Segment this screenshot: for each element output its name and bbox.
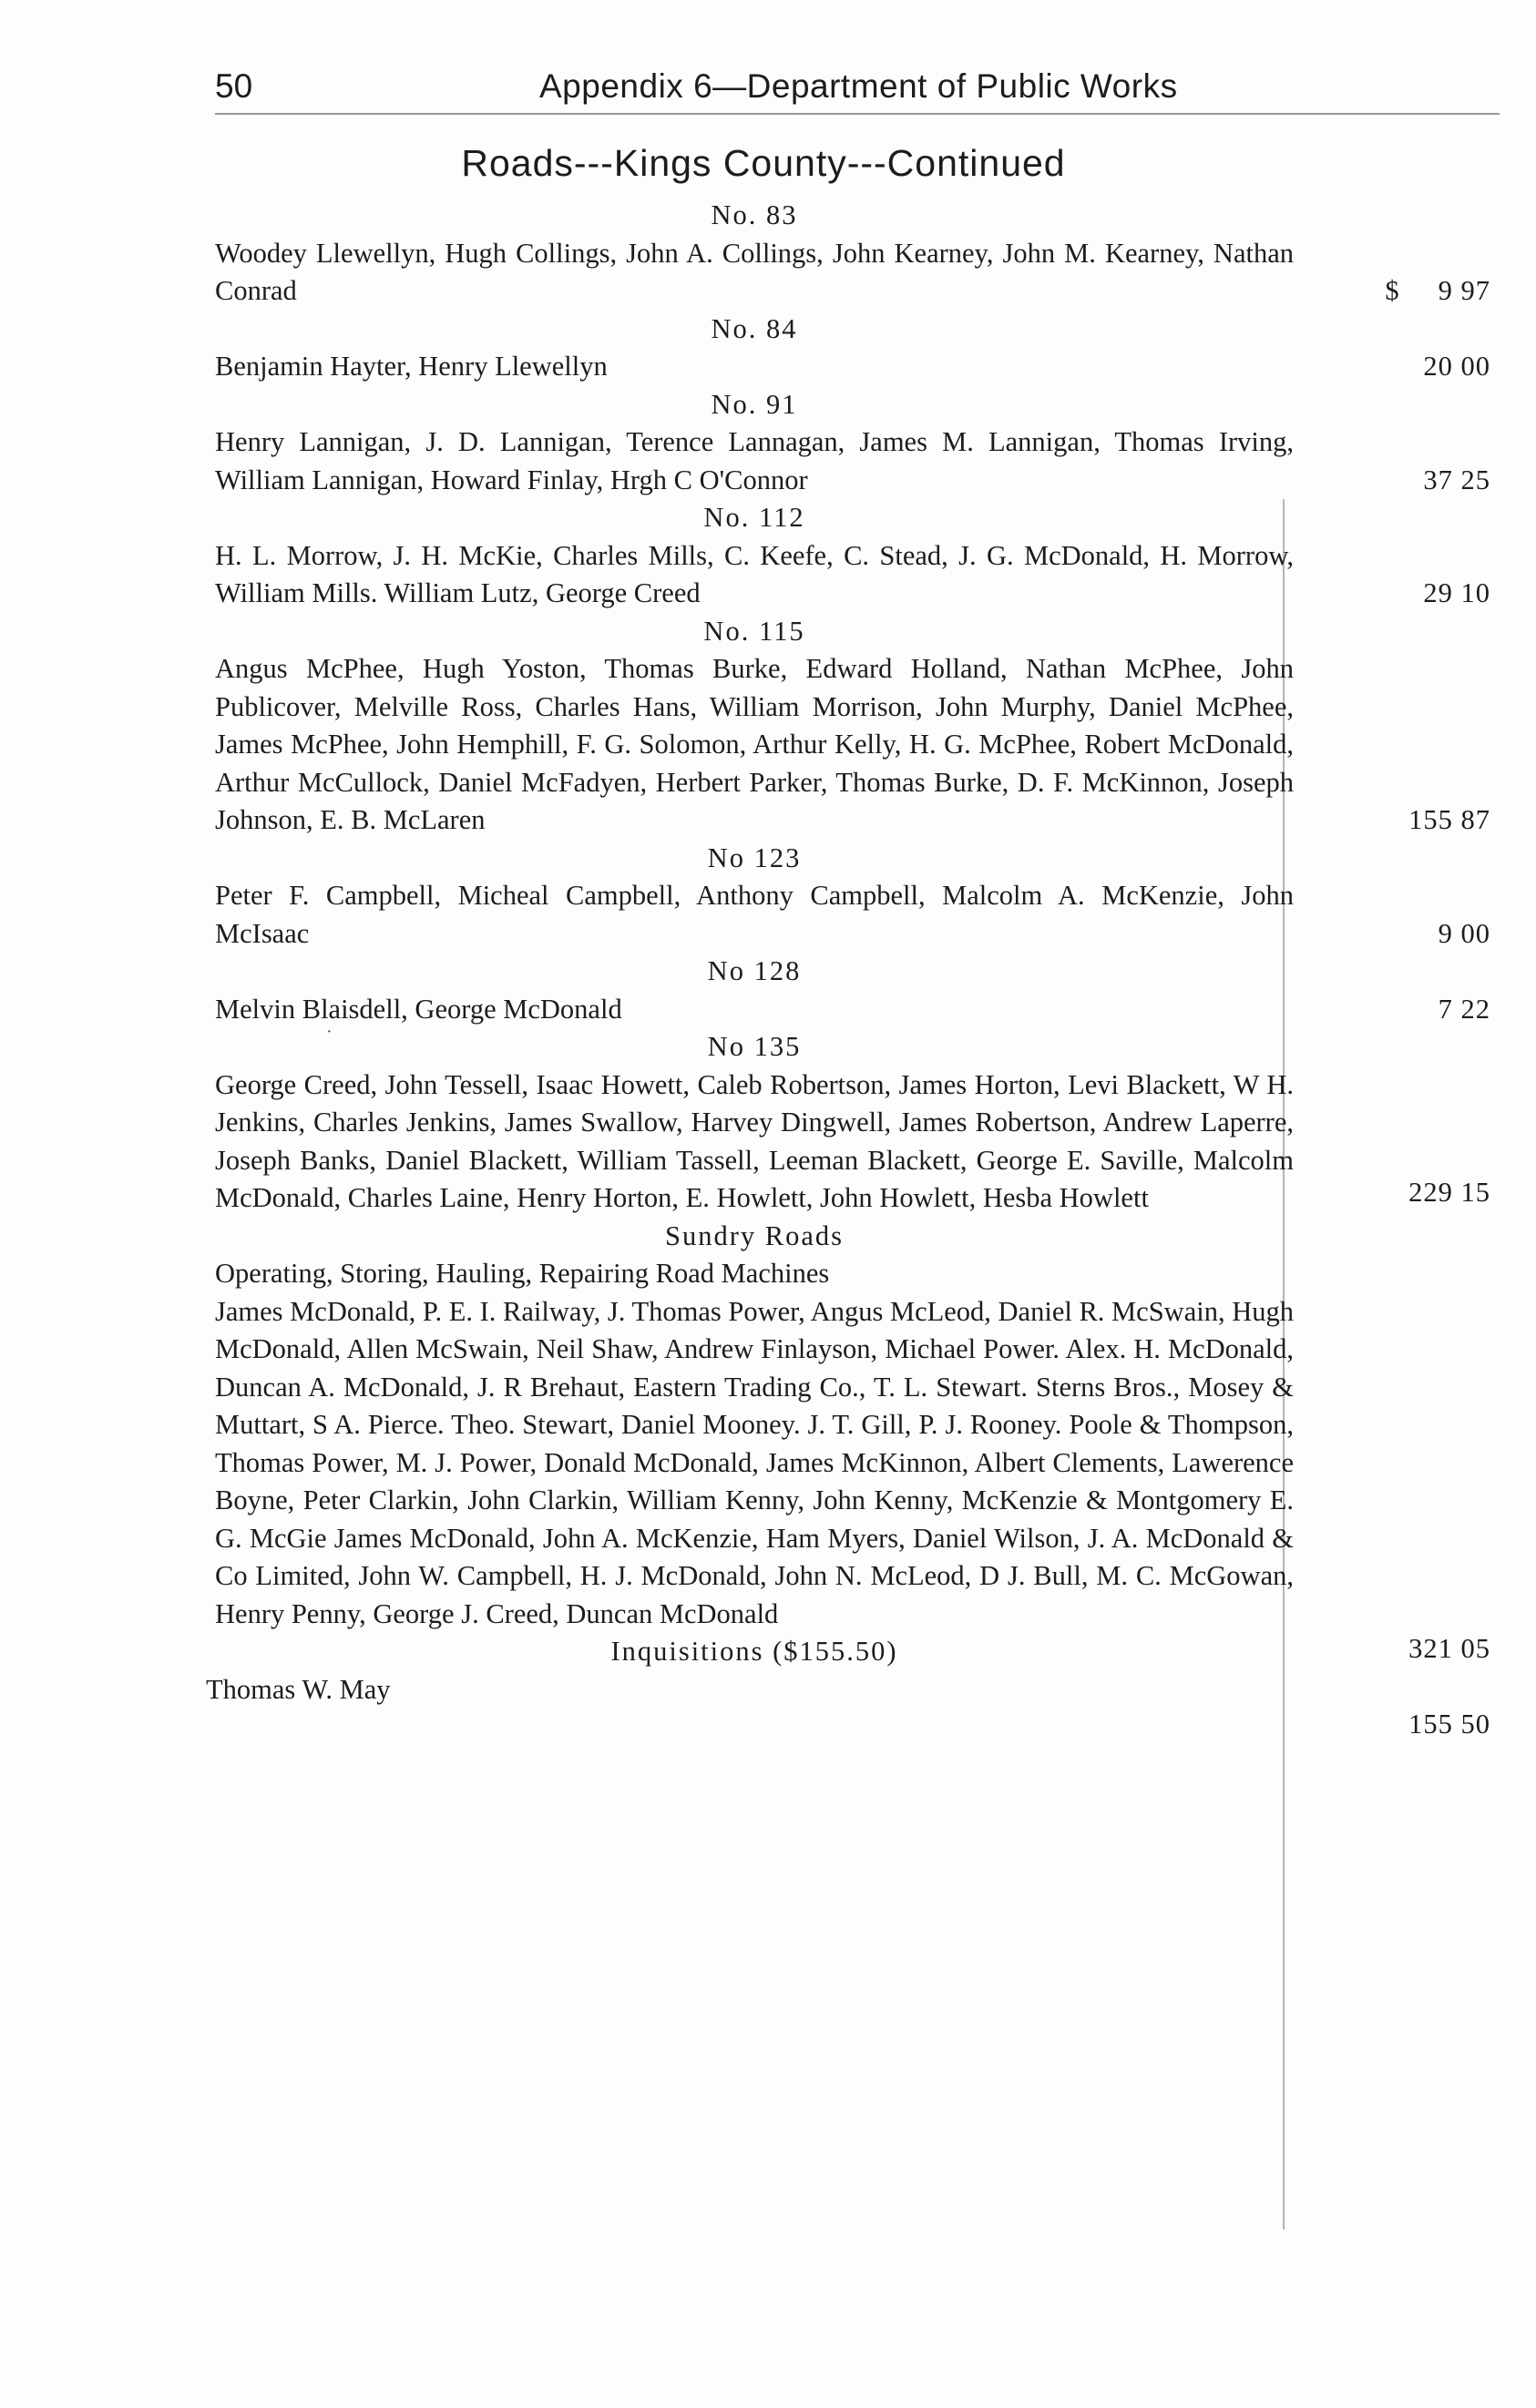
entry-amount-value: 9 97	[1438, 275, 1490, 306]
entry-block	[215, 650, 1490, 840]
entry-heading: No. 112	[703, 502, 805, 533]
sundry-amount: 321 05	[1408, 1632, 1490, 1664]
entry-heading: No. 84	[711, 312, 798, 344]
entry-amount: 229 15	[1408, 1177, 1490, 1208]
entry-names: H. L. Morrow, J. H. McKie, Charles Mills, C. Keefe, C. Stead, J. G. McDonald, H. Morrow, William Mills. William Lutz, George Creed	[215, 539, 1294, 608]
entry-amount: 20 00	[1423, 351, 1490, 382]
entry-names: Angus McPhee, Hugh Yoston, Thomas Burke, Edward Holland, Nathan McPhee, John Publicover, Melville Ross, Charles Hans, William Morrison, John Murphy, Daniel McPhee, James McPhee, John Hemphill, F. G. Solomon, Arthur Kelly, H. G. McPhee, Robert McDonald, Arthur McCullock, Daniel McFadyen, Herbert Parker, Thomas Burke, D. F. McKinnon, Joseph Johnson, E. B. McLaren	[215, 653, 1294, 835]
document-body	[206, 197, 1490, 1740]
entry-block	[215, 877, 1490, 953]
entry-block	[215, 1066, 1490, 1218]
entry-heading: No 135	[707, 1031, 802, 1062]
entry-names: Henry Lannigan, J. D. Lannigan, Terence Lannagan, James M. Lannigan, Thomas Irving, William Lannigan, Howard Finlay, Hrgh C O'Connor	[215, 426, 1294, 495]
entry-amount: 29 10	[1423, 577, 1490, 608]
inquisitions-block	[206, 1671, 1490, 1740]
entry-amount: 37 25	[1423, 464, 1490, 495]
sundry-subheading: Operating, Storing, Hauling, Repairing Road Machines	[215, 1258, 830, 1289]
entry-names: Woodey Llewellyn, Hugh Collings, John A. Collings, John Kearney, John M. Kearney, Nathan Conrad	[215, 237, 1294, 306]
entry-names: Peter F. Campbell, Micheal Campbell, Anthony Campbell, Malcolm A. McKenzie, John McIsaac	[215, 880, 1294, 949]
entry-block	[215, 423, 1490, 499]
inquisitions-amount: 155 50	[1408, 1708, 1490, 1740]
entry-block	[215, 348, 1490, 386]
entry-amount: 9 00	[1438, 917, 1490, 949]
inquisitions-payee: Thomas W. May	[206, 1673, 391, 1705]
currency-symbol: $	[1385, 275, 1400, 306]
entry-heading: No 128	[707, 955, 802, 986]
page-header	[215, 64, 1500, 115]
page-number: 50	[215, 67, 253, 105]
stray-mark: ·	[326, 1022, 333, 1042]
entry-names: George Creed, John Tessell, Isaac Howett, Caleb Robertson, James Horton, Levi Blackett, W H. Jenkins, Charles Jenkins, James Swallow, Harvey Dingwell, James Robertson, Andrew Laperre, Joseph Banks, Daniel Blackett, William Tassell, Leeman Blackett, George E. Saville, Malcolm McDonald, Charles Laine, Henry Horton, E. Howlett, John Howlett, Hesba Howlett	[215, 1068, 1294, 1213]
entry-heading: No. 83	[711, 199, 798, 230]
sundry-names: James McDonald, P. E. I. Railway, J. Thomas Power, Angus McLeod, Daniel R. McSwain, Hugh McDonald, Allen McSwain, Neil Shaw, Andrew Finlayson, Michael Power. Alex. H. McDonald, Duncan A. McDonald, J. R Brehaut, Eastern Trading Co., T. L. Stewart. Sterns Bros., Mosey & Muttart, S A. Pierce. Theo. Stewart, Daniel Mooney. J. T. Gill, P. J. Rooney. Poole & Thompson, Thomas Power, M. J. Power, Donald McDonald, James McKinnon, Albert Clements, Lawerence Boyne, Peter Clarkin, John Clarkin, William Kenny, John Kenny, McKenzie & Montgomery E. G. McGie James McDonald, John A. McKenzie, Ham Myers, Daniel Wilson, J. A. McDonald & Co Limited, John W. Campbell, H. J. McDonald, John N. McLeod, D J. Bull, M. C. McGowan, Henry Penny, George J. Creed, Duncan McDonald	[215, 1295, 1294, 1629]
entry-amount	[1345, 272, 1490, 311]
entry-heading: No 123	[707, 842, 802, 873]
running-head: Appendix 6—Department of Public Works	[539, 67, 1178, 105]
sundry-heading: Sundry Roads	[665, 1219, 844, 1251]
entry-block	[215, 537, 1490, 613]
inquisitions-heading: Inquisitions ($155.50)	[610, 1636, 898, 1667]
entry-block	[215, 235, 1490, 311]
entry-heading: No. 91	[711, 388, 798, 420]
entry-heading: No. 115	[703, 615, 805, 647]
entry-block	[215, 991, 1490, 1029]
entry-names: Melvin Blaisdell, George McDonald	[215, 993, 622, 1025]
entry-names: Benjamin Hayter, Henry Llewellyn	[215, 351, 608, 382]
entry-amount: 7 22	[1438, 993, 1490, 1025]
entry-amount: 155 87	[1408, 804, 1490, 835]
section-title: Roads---Kings County---Continued	[461, 142, 1066, 184]
